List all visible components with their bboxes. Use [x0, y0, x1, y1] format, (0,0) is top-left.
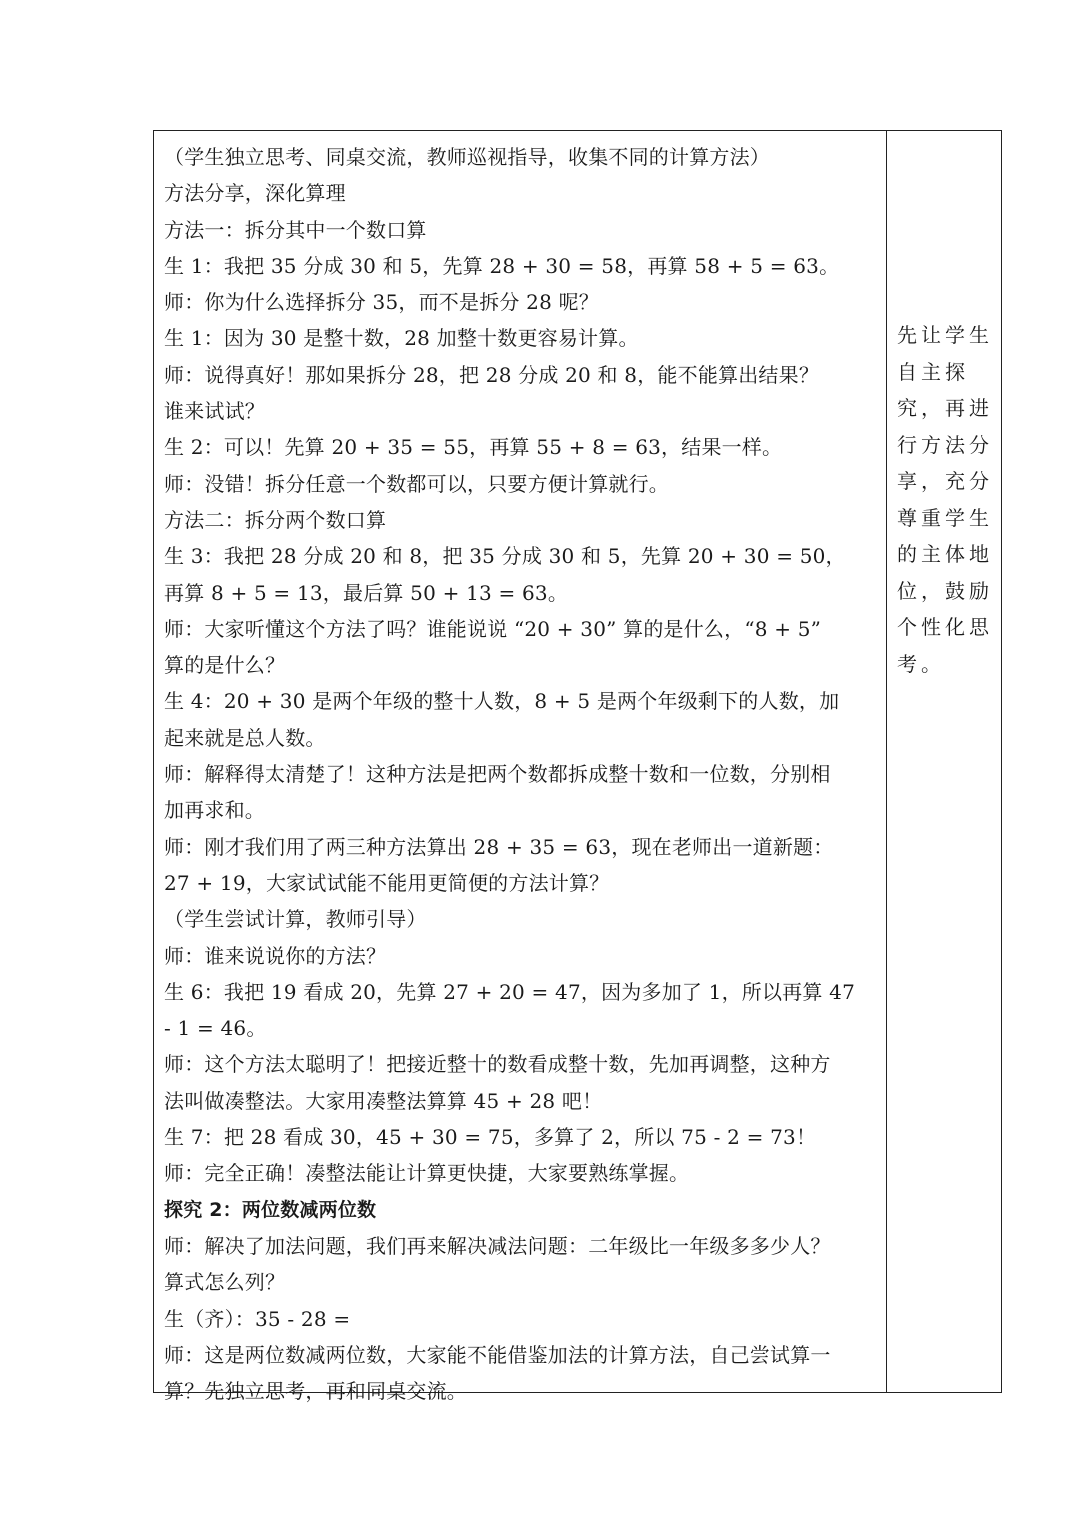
text-line: 算？先独立思考，再和同桌交流。: [164, 1379, 467, 1404]
text-line: 师：说得真好！那如果拆分 28，把 28 分成 20 和 8，能不能算出结果？: [164, 362, 820, 387]
text-line: 算式怎么列？: [164, 1270, 286, 1295]
design-intent-column: [897, 317, 993, 682]
text-line: 方法一：拆分其中一个数口算: [164, 217, 427, 242]
text-line: 生 1：因为 30 是整十数，28 加整十数更容易计算。: [164, 326, 639, 351]
text-line: - 1 = 46。: [164, 1016, 267, 1041]
text-line: 生 3：我把 28 分成 20 和 8，把 35 分成 30 和 5，先算 20 + 30 = 50，: [164, 544, 846, 569]
text-line: 师：大家听懂这个方法了吗？谁能说说 “20 + 30” 算的是什么，“8 + 5”: [164, 616, 822, 641]
text-line: 起来就是总人数。: [164, 725, 326, 750]
text-line: 算的是什么？: [164, 653, 286, 678]
text-line: 再算 8 + 5 = 13，最后算 50 + 13 = 63。: [164, 580, 569, 605]
text-line: 生 7：把 28 看成 30，45 + 30 = 75，多算了 2，所以 75 - 2 = 73！: [164, 1125, 817, 1150]
text-line: 谁来试试？: [164, 399, 265, 424]
text-line: 27 + 19，大家试试能不能用更简便的方法计算？: [164, 870, 610, 895]
text-line: 生（齐）：35 - 28 =: [164, 1306, 351, 1331]
text-line: 师：这个方法太聪明了！把接近整十的数看成整十数，先加再调整，这种方: [164, 1052, 831, 1077]
text-line: 生 4：20 + 30 是两个年级的整十人数，8 + 5 是两个年级剩下的人数，加: [164, 689, 840, 714]
side-note-line: 享，充分: [897, 469, 993, 493]
side-note-line: 考。: [897, 651, 945, 676]
text-line: 师：谁来说说你的方法？: [164, 943, 387, 968]
side-note-line: 自主探: [897, 359, 969, 384]
side-note-line: 位，鼓励: [897, 578, 993, 603]
text-line: 生 1：我把 35 分成 30 和 5，先算 28 + 30 = 58，再算 58 + 5 = 63。: [164, 253, 840, 278]
text-line: 生 6：我把 19 看成 20，先算 27 + 20 = 47，因为多加了 1，所以再算 47: [164, 979, 855, 1004]
column-divider: [886, 131, 887, 1392]
teaching-process-column: [164, 139, 878, 1409]
text-line: 师：刚才我们用了两三种方法算出 28 + 35 = 63，现在老师出一道新题：: [164, 834, 834, 859]
side-note-line: 尊重学生: [897, 505, 993, 530]
side-note-line: 先让学生: [897, 323, 993, 347]
text-line: （学生独立思考、同桌交流，教师巡视指导，收集不同的计算方法）: [164, 145, 770, 169]
text-line: 方法二：拆分两个数口算: [164, 507, 387, 532]
text-line: 师：解决了加法问题，我们再来解决减法问题：二年级比一年级多多少人？: [164, 1233, 831, 1258]
text-line: （学生尝试计算，教师引导）: [164, 907, 427, 932]
text-line: 方法分享，深化算理: [164, 181, 346, 206]
lesson-table: [153, 130, 1002, 1404]
text-line: 师：完全正确！凑整法能让计算更快捷，大家要熟练掌握。: [164, 1161, 690, 1186]
text-line: 师：这是两位数减两位数，大家能不能借鉴加法的计算方法，自己尝试算一: [164, 1342, 831, 1367]
side-note-line: 的主体地: [897, 542, 993, 566]
side-note-line: 究，再进: [897, 396, 993, 420]
section-heading: 探究 2：两位数减两位数: [164, 1198, 377, 1221]
text-line: 师：没错！拆分任意一个数都可以，只要方便计算就行。: [164, 471, 669, 496]
side-note-line: 行方法分: [897, 432, 993, 457]
side-note-line: 个性化思: [897, 615, 993, 639]
text-line: 法叫做凑整法。大家用凑整法算算 45 + 28 吧！: [164, 1088, 603, 1113]
text-line: 生 2：可以！先算 20 + 35 = 55，再算 55 + 8 = 63，结果一样。: [164, 435, 783, 460]
text-line: 师：你为什么选择拆分 35，而不是拆分 28 呢？: [164, 290, 599, 315]
text-line: 师：解释得太清楚了！这种方法是把两个数都拆成整十数和一位数，分别相: [164, 762, 831, 787]
text-line: 加再求和。: [164, 798, 265, 823]
